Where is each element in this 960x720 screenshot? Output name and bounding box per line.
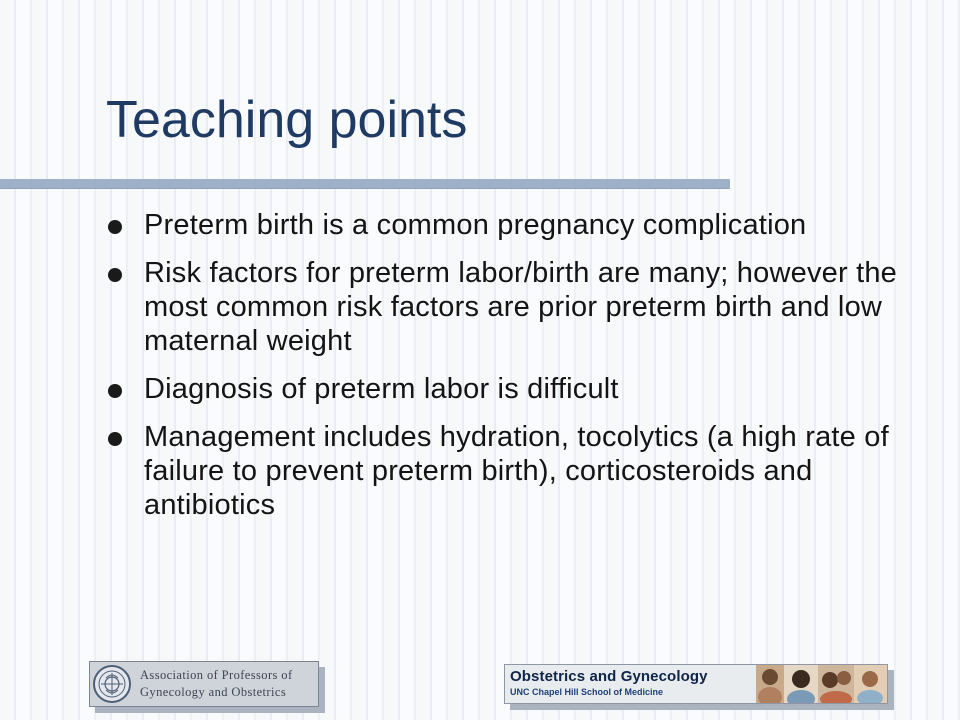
bullet-dot-icon [108,268,122,282]
apgo-line-2: Gynecology and Obstetrics [140,685,287,699]
apgo-wordmark [140,667,293,701]
bullet-text: Management includes hydration, tocolytics (a high rate of failure to prevent preterm birth), corticosteroids and antibiotics [144,421,889,521]
apgo-logo [89,661,319,707]
obgyn-title: Obstetrics and Gynecology [510,668,708,685]
bullet-item [106,208,906,242]
bullet-item [106,256,906,358]
bullet-dot-icon [108,384,122,398]
bullet-list [106,208,906,536]
patient-photos-image [756,665,887,703]
bullet-dot-icon [108,432,122,446]
bullet-item [106,420,906,522]
bullet-text: Diagnosis of preterm labor is difficult [144,373,619,405]
bullet-dot-icon [108,220,122,234]
slide-title: Teaching points [106,91,468,149]
apgo-seal-icon [92,664,132,704]
bullet-item [106,372,906,406]
unc-obgyn-wordmark [510,667,708,698]
bullet-text: Preterm birth is a common pregnancy complication [144,209,807,241]
obgyn-subtitle: UNC Chapel Hill School of Medicine [510,687,664,697]
title-underline-rule [0,179,730,189]
bullet-text: Risk factors for preterm labor/birth are many; however the most common risk factors are prior preterm birth and low maternal weight [144,257,897,357]
unc-obgyn-logo [504,664,888,704]
apgo-line-1: Association of Professors of [140,668,293,682]
